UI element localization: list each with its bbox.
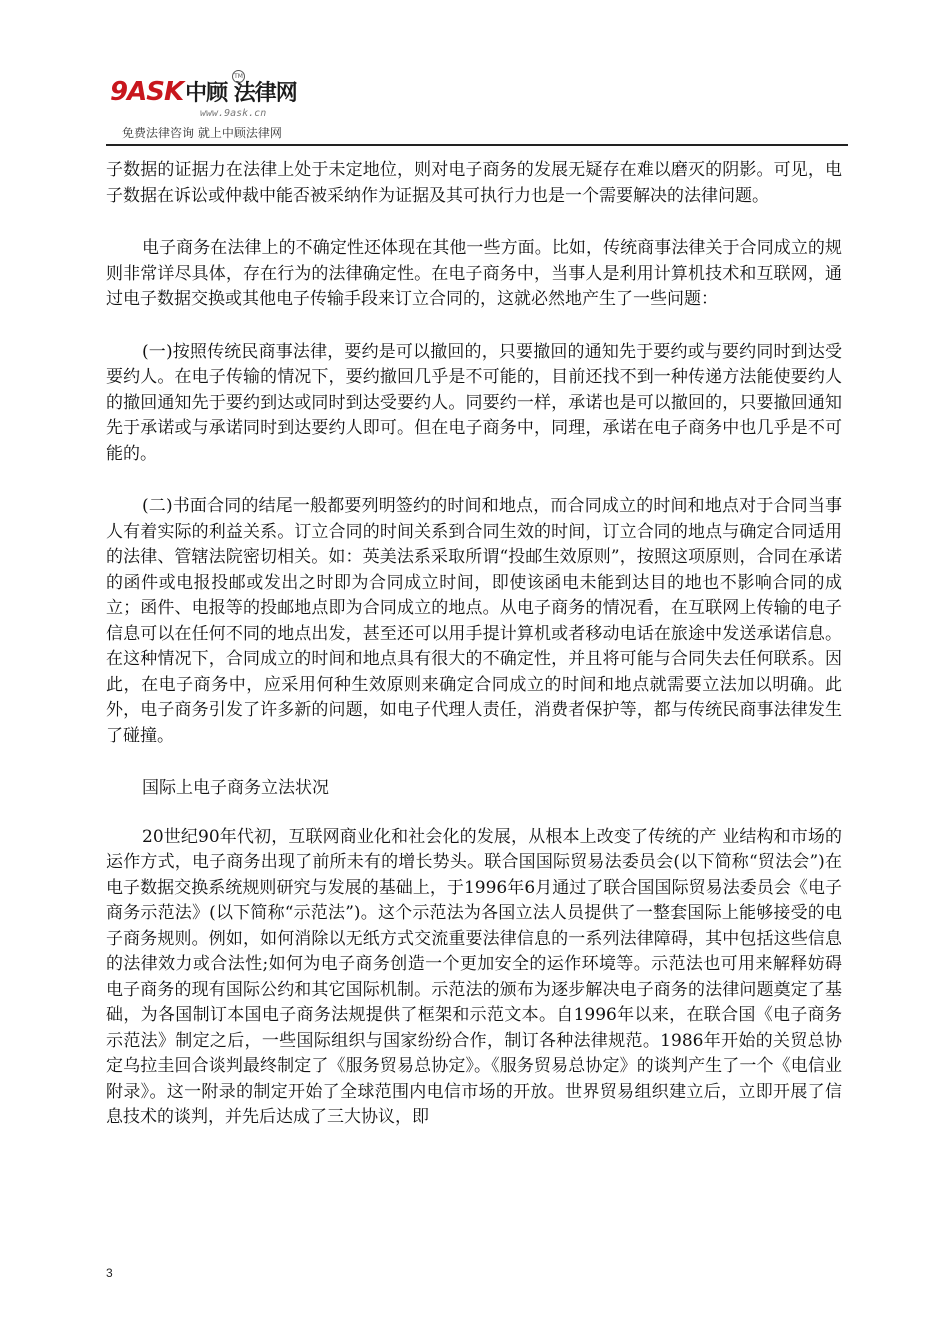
paragraph-5: 20世纪90年代初，互联网商业化和社会化的发展，从根本上改变了传统的产 业结构和市场的运作方式，电子商务出现了前所未有的增长势头。联合国国际贸易法委员会(以下简称“贸法会”)在电子数据交换系统规则研究与发展的基础上，于1996年6月通过了联合国国际贸易法委员会《电子商务示范法》(以下简称“示范法”)。这个示范法为各国立法人员提供了一整套国际上能够接受的电子商务规则。例如，如何消除以无纸方式交流重要法律信息的一系列法律障碍，其中包括这些信息的法律效力或合法性;如何为电子商务创造一个更加安全的运作环境等。示范法也可用来解释妨碍电子商务的现有国际公约和其它国际机制。示范法的颁布为逐步解决电子商务的法律问题奠定了基础，为各国制订本国电子商务法规提供了框架和示范文本。自1996年以来，在联合国《电子商务示范法》制定之后，一些国际组织与国家纷纷合作，制订各种法律规范。1986年开始的关贸总协定乌拉圭回合谈判最终制定了《服务贸易总协定》。《服务贸易总协定》的谈判产生了一个《电信业附录》。这一附录的制定开始了全球范围内电信市场的开放。世界贸易组织建立后，立即开展了信息技术的谈判，并先后达成了三大协议，即 xyxy=(106,826,842,1127)
paragraph-2: 电子商务在法律上的不确定性还体现在其他一些方面。比如，传统商事法律关于合同成立的规则非常详尽具体，存在行为的法律确定性。在电子商务中，当事人是利用计算机技术和互联网，通过电子数据交换或其他电子传输手段来订立合同的，这就必然地产生了一些问题： xyxy=(106,238,842,309)
document-body xyxy=(106,158,842,1158)
page-number: 3 xyxy=(106,1266,113,1280)
logo-url: www.9ask.cn xyxy=(200,108,267,119)
logo-text: 9ASK xyxy=(110,77,184,107)
paragraph-3: (一)按照传统民商事法律，要约是可以撤回的，只要撤回的通知先于要约或与要约同时到达受要约人。在电子传输的情况下，要约撤回几乎是不可能的，目前还找不到一种传递方法能使要约人的撤回通知先于要约到达或同时到达受要约人。同要约一样，承诺也是可以撤回的，只要撤回通知先于承诺或与承诺同时到达要约人即可。但在电子商务中，同理，承诺在电子商务中也几乎是不可能的。 xyxy=(106,341,842,464)
header-divider xyxy=(106,144,848,146)
paragraph-1: 子数据的证据力在法律上处于未定地位，则对电子商务的发展无疑存在难以磨灭的阴影。可见，电子数据在诉讼或仲裁中能否被采纳作为证据及其可执行力也是一个需要解决的法律问题。 xyxy=(106,160,842,206)
paragraph-4: (二)书面合同的结尾一般都要列明签约的时间和地点，而合同成立的时间和地点对于合同当事人有着实际的利益关系。订立合同的时间关系到合同生效的时间，订立合同的地点与确定合同适用的法律、管辖法院密切相关。如：英美法系采取所谓“投邮生效原则”，按照这项原则，合同在承诺的函件或电报投邮或发出之时即为合同成立时间，即使该函电未能到达目的地也不影响合同的成立；函件、电报等的投邮地点即为合同成立的地点。从电子商务的情况看，在互联网上传输的电子信息可以在任何不同的地点出发，甚至还可以用手提计算机或者移动电话在旅途中发送承诺信息。在这种情况下，合同成立的时间和地点具有很大的不确定性，并且将可能与合同失去任何联系。因此，在电子商务中，应采用何种生效原则来确定合同成立的时间和地点就需要立法加以明确。此外，电子商务引发了许多新的问题，如电子代理人责任，消费者保护等，都与传统民商事法律发生了碰撞。 xyxy=(106,496,842,746)
logo-wordmark xyxy=(110,76,297,107)
trademark-mark: TM xyxy=(232,70,245,83)
logo-slogan: 免费法律咨询 就上中顾法律网 xyxy=(122,126,282,140)
logo-cn: 中顾 法律网 xyxy=(185,81,297,106)
section-heading: 国际上电子商务立法状况 xyxy=(142,778,329,798)
site-logo xyxy=(108,66,348,140)
page-header xyxy=(108,66,848,144)
